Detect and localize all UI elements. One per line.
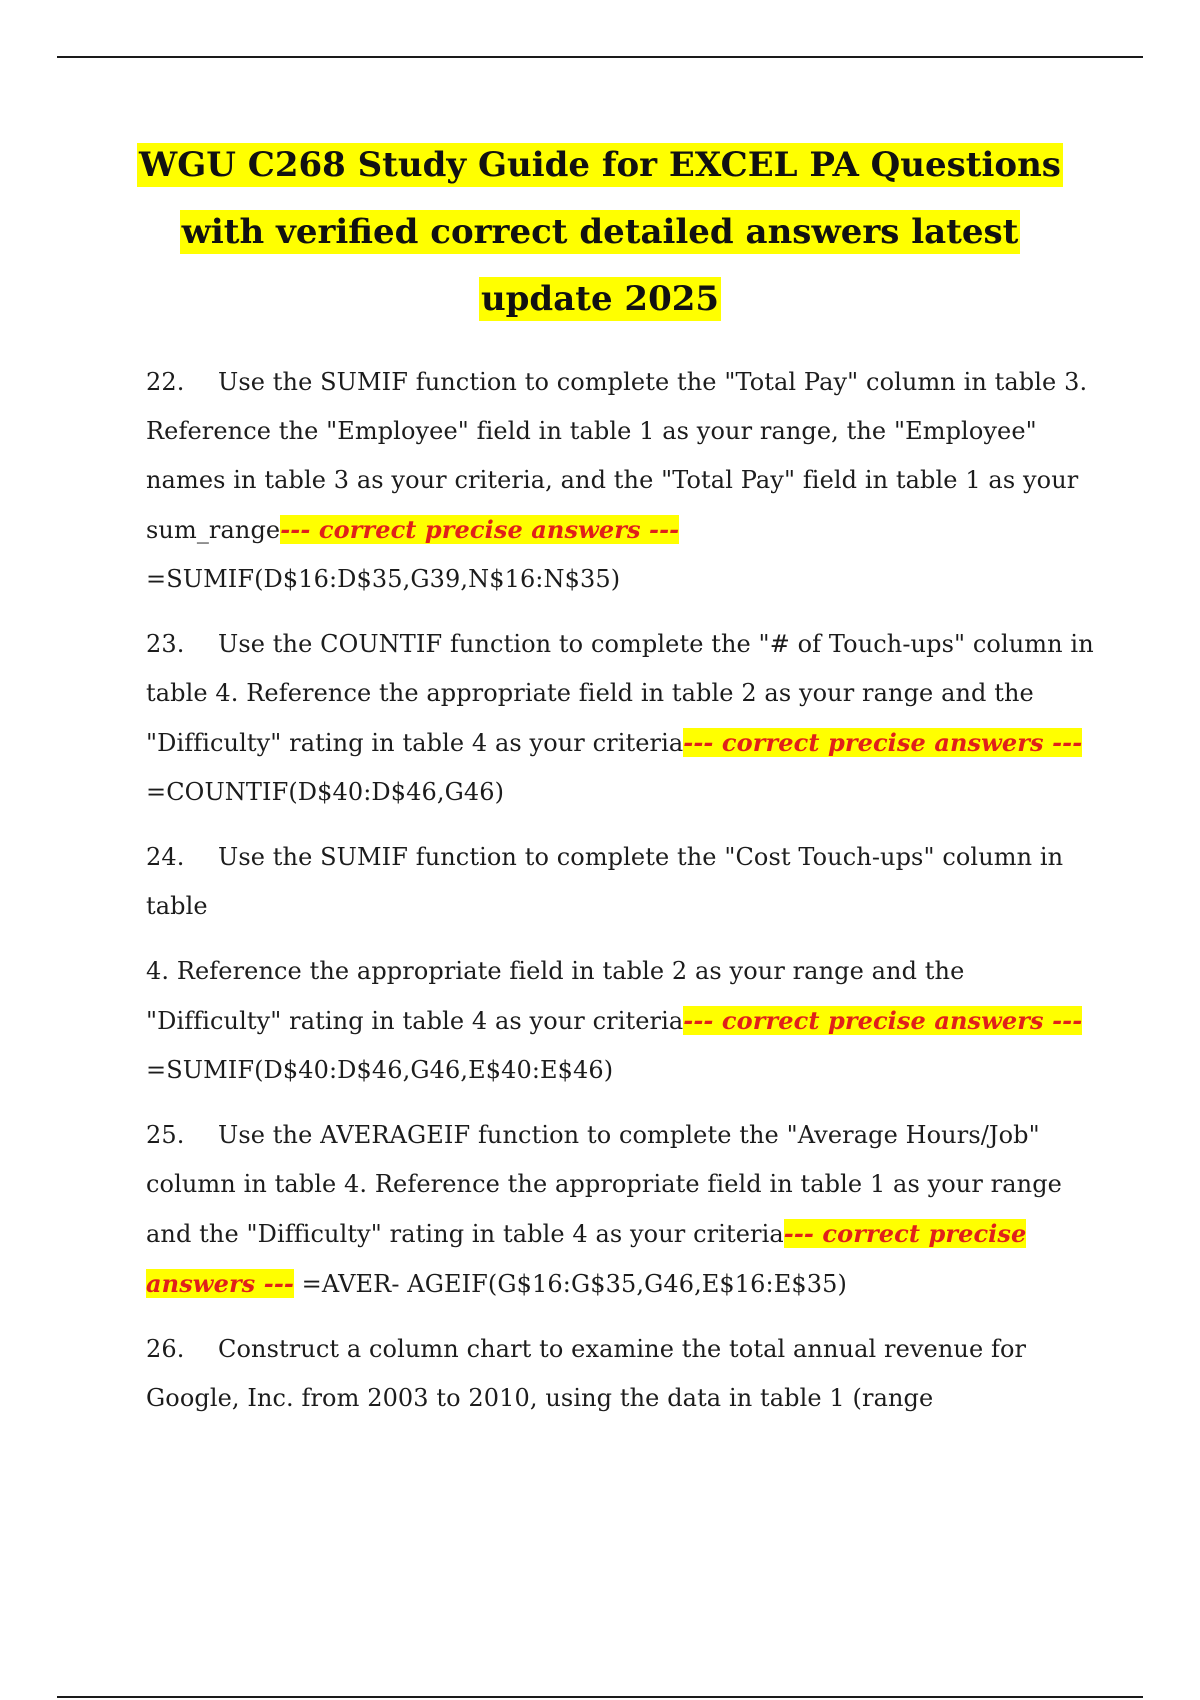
question-number: 22. [146, 368, 185, 396]
questions-body [146, 358, 1096, 1439]
answer-label: --- correct precise answers --- [683, 728, 1083, 757]
title-line-3: update 2025 [480, 279, 720, 319]
question-25 [146, 1111, 1096, 1309]
question-24 [146, 833, 1096, 931]
question-text: Use the COUNTIF function to complete the "# of Touch-ups" column in table 4. Reference the appropriate field in table 2 as your range and the "Difficulty" rating in table 4 as your criteria [146, 630, 1094, 757]
answer-formula: =AVER- AGEIF(G$16:G$35,G46,E$16:E$35) [293, 1270, 847, 1298]
title-line-1: WGU C268 Study Guide for EXCEL PA Questions [139, 145, 1061, 185]
question-text: Use the AVERAGEIF function to complete the "Average Hours/Job" column in table 4. Reference the appropriate field in table 1 as your range and the "Difficulty" rating in table 4 as your criteria [146, 1121, 1062, 1248]
question-24-continued [146, 947, 1096, 1095]
answer-formula: =SUMIF(D$40:D$46,G46,E$40:E$46) [146, 1056, 614, 1084]
answer-formula: =COUNTIF(D$40:D$46,G46) [146, 778, 505, 806]
answer-label: --- correct precise answers --- [146, 1219, 1027, 1298]
bottom-rule [57, 1696, 1143, 1698]
question-number: 23. [146, 630, 185, 658]
top-rule [57, 56, 1143, 58]
question-number: 24. [146, 843, 185, 871]
question-text: Use the SUMIF function to complete the "Total Pay" column in table 3. Reference the "Employee" field in table 1 as your range, the "Employee" names in table 3 as your criteria, and the "Total Pay" field in table 1 as your sum_range [146, 368, 1088, 544]
title-line-2: with verified correct detailed answers latest [181, 212, 1019, 252]
answer-formula: =SUMIF(D$16:D$35,G39,N$16:N$35) [146, 565, 621, 593]
question-22 [146, 358, 1096, 604]
question-number: 25. [146, 1121, 185, 1149]
question-text: Use the SUMIF function to complete the "Cost Touch-ups" column in table [146, 843, 1064, 920]
question-23 [146, 620, 1096, 817]
question-text: 4. Reference the appropriate field in table 2 as your range and the "Difficulty" rating in table 4 as your criteria [146, 957, 965, 1035]
answer-label: --- correct precise answers --- [280, 515, 680, 544]
question-26 [146, 1325, 1096, 1423]
document-title [100, 132, 1100, 333]
answer-label: --- correct precise answers --- [683, 1006, 1083, 1035]
question-number: 26. [146, 1335, 185, 1363]
question-text: Construct a column chart to examine the total annual revenue for Google, Inc. from 2003 to 2010, using the data in table 1 (range [146, 1335, 1027, 1412]
